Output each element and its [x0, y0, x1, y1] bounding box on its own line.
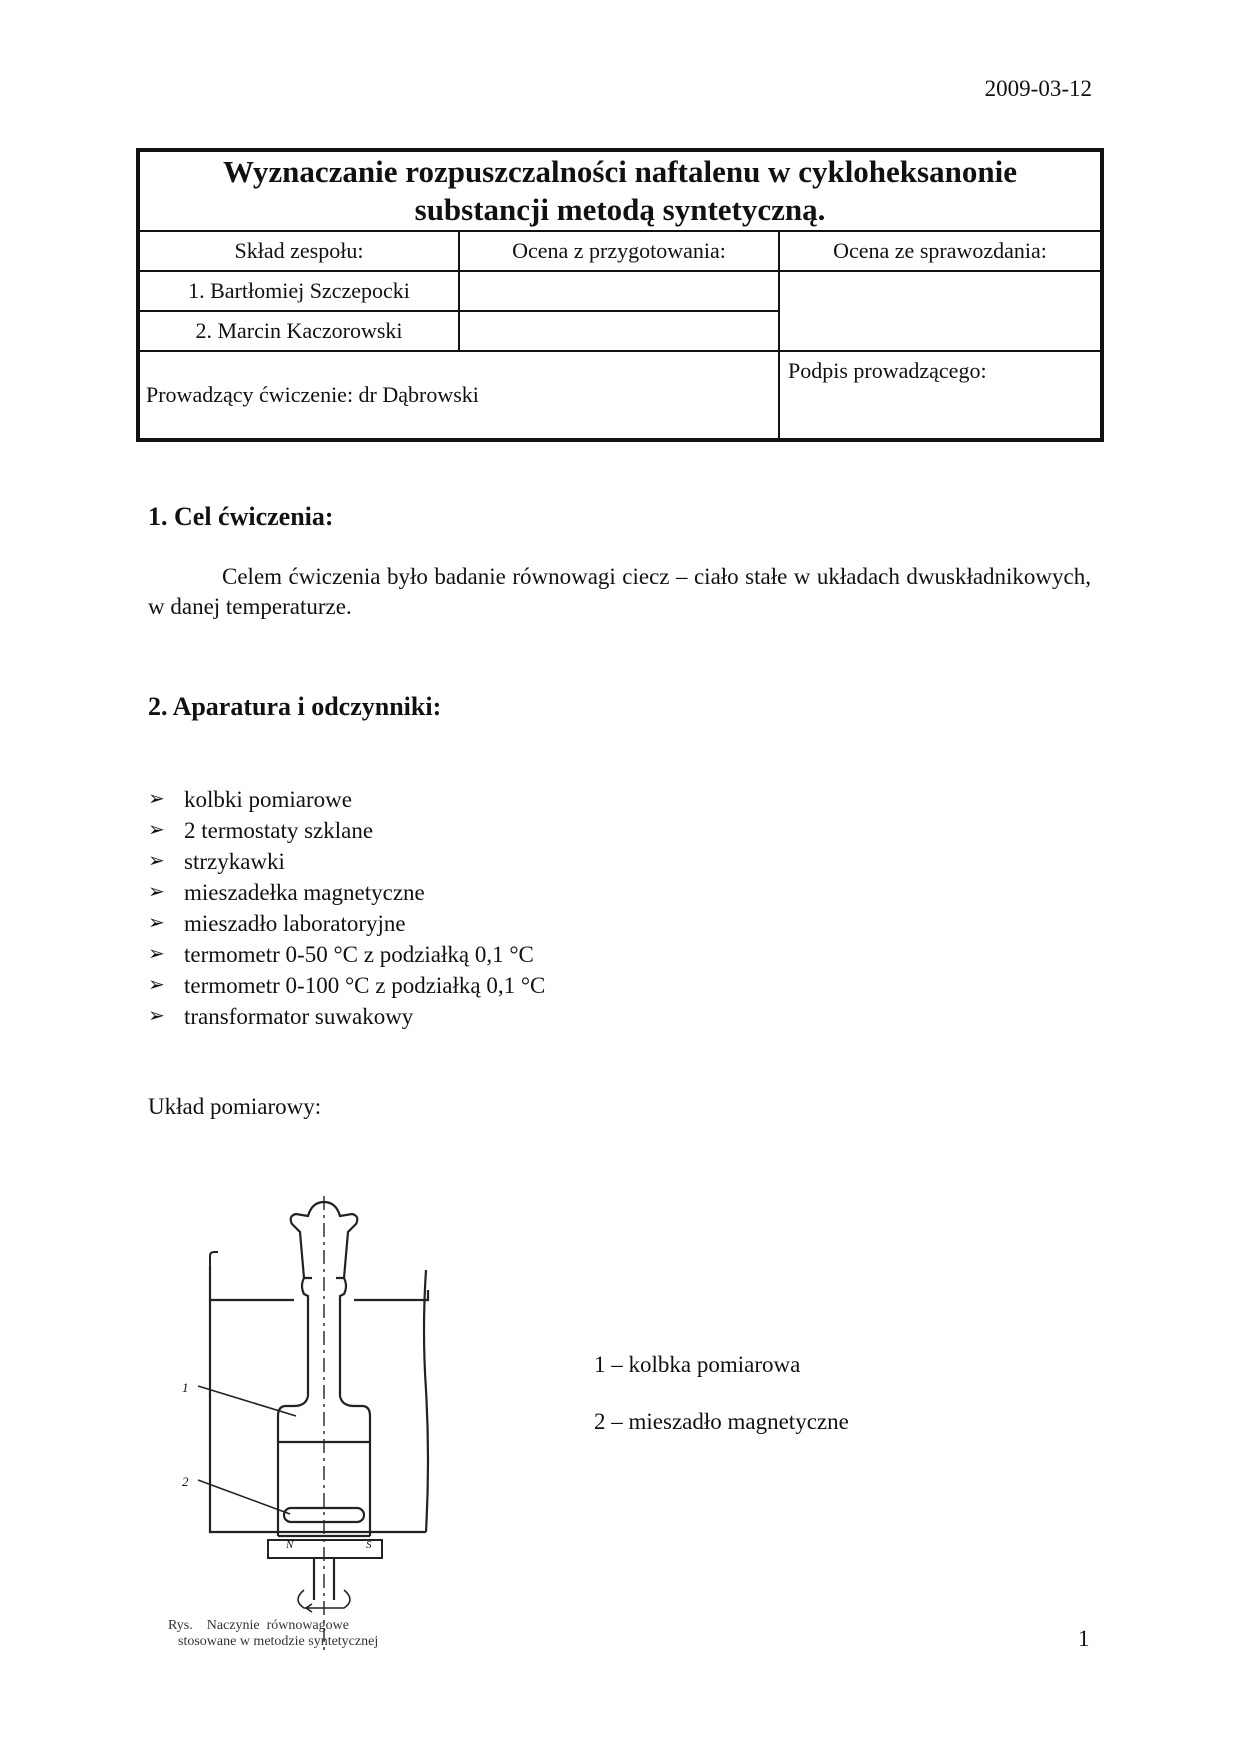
report-grade-header: Ocena ze sprawozdania:	[779, 231, 1102, 271]
list-item-label: strzykawki	[184, 849, 285, 874]
prep-grade-cell-1	[459, 271, 779, 311]
instructor-label: Prowadzący ćwiczenie: dr Dąbrowski	[146, 382, 479, 407]
list-item-label: termometr 0-100 °C z podziałką 0,1 °C	[184, 973, 546, 998]
prep-grade-cell-2	[459, 311, 779, 351]
magnet-north-label: N	[286, 1539, 294, 1551]
arrow-bullet-icon: ➢	[148, 788, 165, 810]
arrow-bullet-icon: ➢	[148, 1005, 165, 1027]
list-item	[148, 908, 545, 939]
section-aim-heading: 1. Cel ćwiczenia:	[148, 502, 334, 531]
list-item-label: mieszadło laboratoryjne	[184, 911, 406, 936]
list-item	[148, 815, 545, 846]
document-title	[138, 150, 1102, 231]
list-item	[148, 939, 545, 970]
arrow-bullet-icon: ➢	[148, 943, 165, 965]
caption-line-2: stosowane w metodzie syntetycznej	[178, 1634, 379, 1649]
equipment-list	[148, 784, 545, 1032]
legend-item-2: 2 – mieszadło magnetyczne	[594, 1409, 849, 1434]
caption-line-1: Rys. Naczynie równowagowe	[168, 1618, 350, 1633]
arrow-bullet-icon: ➢	[148, 819, 165, 841]
list-item-label: 2 termostaty szklane	[184, 818, 374, 843]
legend-item-1: 1 – kolbka pomiarowa	[594, 1352, 801, 1377]
report-grade-cell	[779, 271, 1102, 351]
list-item-label: mieszadełka magnetyczne	[184, 880, 425, 905]
arrow-bullet-icon: ➢	[148, 912, 165, 934]
list-item-label: kolbki pomiarowe	[184, 787, 352, 812]
magnet-south-label: S	[366, 1539, 372, 1551]
diagram-label-1: 1	[182, 1380, 189, 1395]
section-equipment-heading: 2. Aparatura i odczynniki:	[148, 692, 442, 721]
list-item	[148, 784, 545, 815]
instructor-cell	[138, 351, 779, 440]
team-header: Skład zespołu:	[138, 231, 459, 271]
list-item	[148, 877, 545, 908]
signature-cell	[779, 351, 1102, 440]
prep-grade-header: Ocena z przygotowania:	[459, 231, 779, 271]
arrow-bullet-icon: ➢	[148, 881, 165, 903]
title-line-2: substancji metodą syntetyczną.	[414, 192, 826, 227]
list-item	[148, 1001, 545, 1032]
team-member-2: 2. Marcin Kaczorowski	[138, 311, 459, 351]
header-table	[136, 148, 1104, 442]
list-item-label: termometr 0-50 °C z podziałką 0,1 °C	[184, 942, 534, 967]
list-item-label: transformator suwakowy	[184, 1004, 414, 1029]
arrow-bullet-icon: ➢	[148, 850, 165, 872]
arrow-bullet-icon: ➢	[148, 974, 165, 996]
list-item	[148, 846, 545, 877]
aim-text: Celem ćwiczenia było badanie równowagi ciecz – ciało stałe w układach dwuskładnikowych, w danej temperaturze.	[148, 564, 1091, 619]
list-item	[148, 970, 545, 1001]
aim-paragraph	[148, 562, 1091, 622]
page-number: 1	[1078, 1626, 1090, 1651]
diagram-label-2: 2	[182, 1474, 189, 1489]
setup-label: Układ pomiarowy:	[148, 1094, 322, 1119]
team-member-1: 1. Bartłomiej Szczepocki	[138, 271, 459, 311]
document-date: 2009-03-12	[984, 76, 1092, 101]
title-line-1: Wyznaczanie rozpuszczalności naftalenu w cykloheksanonie	[223, 154, 1017, 189]
apparatus-diagram	[164, 1190, 464, 1650]
signature-label: Podpis prowadzącego:	[788, 358, 987, 383]
figure-caption	[168, 1618, 468, 1650]
